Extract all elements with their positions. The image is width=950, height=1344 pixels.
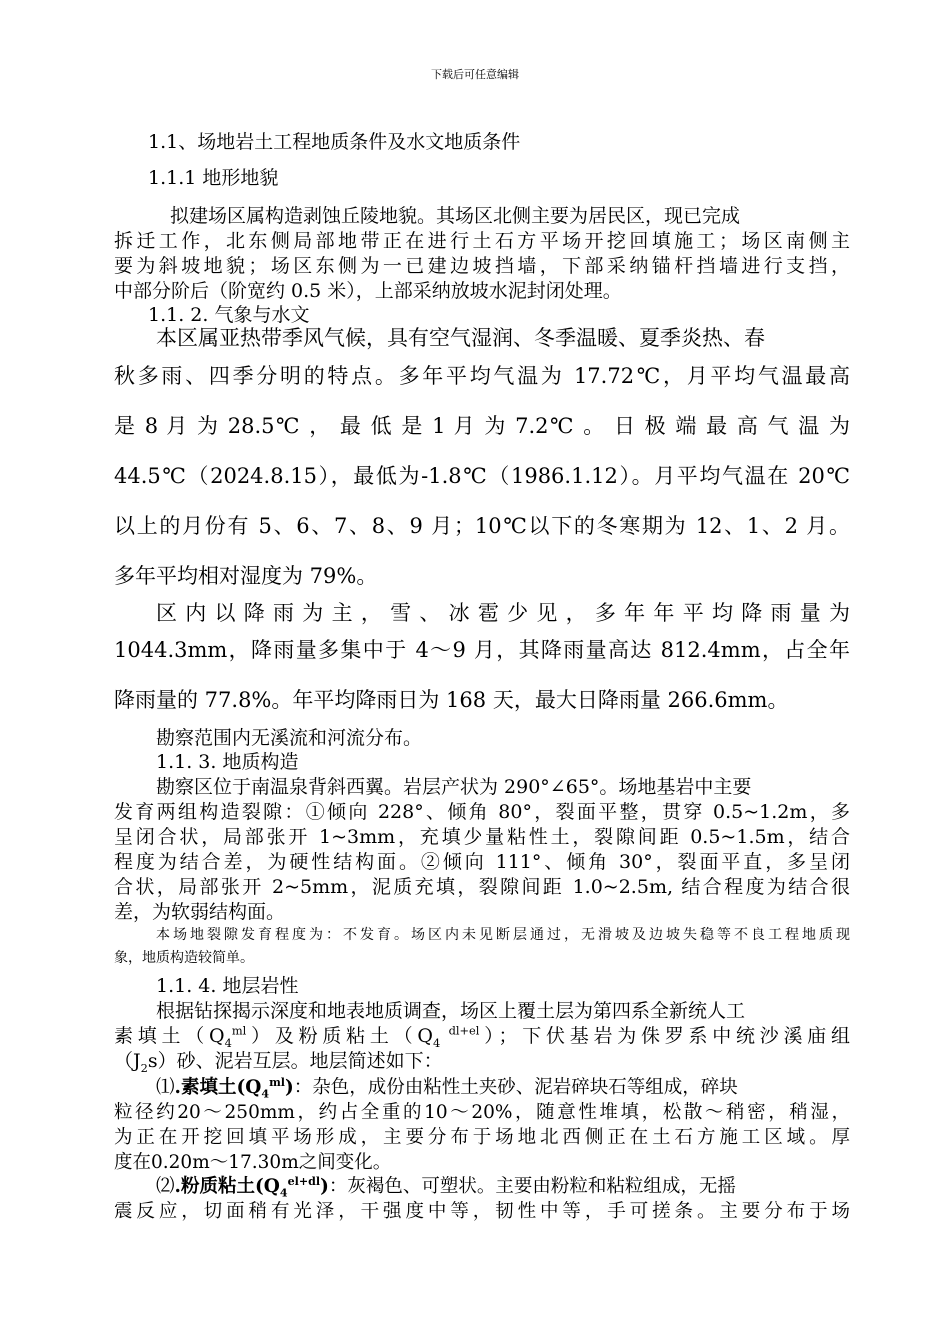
paragraph-fracture-note-line: 本场地裂隙发育程度为：不发育。场区内未见断层通过，无滑坡及边坡失稳等不良工程地质现 <box>156 927 850 943</box>
paragraph-landform-line: 要为斜坡地貌；场区东侧为一已建边坡挡墙，下部采纳锚杆挡墙进行支挡， <box>114 255 850 277</box>
paragraph-strata-line: 根据钻探揭示深度和地表地质调查，场区上覆土层为第四系全新统人工 <box>156 1000 746 1022</box>
paragraph-rainfall-line: 1044.3mm，降雨量多集中于 4～9 月，其降雨量高达 812.4mm，占全年 <box>114 638 850 662</box>
page-header: 下载后可任意编辑 <box>431 68 519 81</box>
paragraph-structure-line: 程度为结合差，为硬性结构面。②倾向 111°、倾角 30°，裂面平直，多呈闭 <box>114 851 850 873</box>
paragraph-climate-line: 秋多雨、四季分明的特点。多年平均气温为 17.72℃，月平均气温最高 <box>114 364 850 388</box>
paragraph-climate-line: 多年平均相对湿度为 79%。 <box>114 564 378 588</box>
stratum-fill-soil-line: 为正在开挖回填平场形成，主要分布于场地北西侧正在土石方施工区域。厚 <box>114 1127 850 1148</box>
paragraph-structure-line: 呈闭合状，局部张开 1~3mm，充填少量粘性土，裂隙间距 0.5~1.5m，结合 <box>114 826 850 848</box>
paragraph-rainfall-line: 降雨量的 77.8%。年平均降雨日为 168 天，最大日降雨量 266.6mm。 <box>114 688 789 712</box>
paragraph-climate-line: 44.5℃（2024.8.15），最低为-1.8℃（1986.1.12）。月平均气温在 20℃ <box>114 464 850 488</box>
section-heading-1-1: 1.1、场地岩土工程地质条件及水文地质条件 <box>148 131 521 153</box>
paragraph-landform-line: 拆迁工作，北东侧局部地带正在进行土石方平场开挖回填施工；场区南侧主 <box>114 230 850 252</box>
stratum-fill-soil-line: 粒径约20～250mm，约占全重的10～20%，随意性堆填，松散～稍密，稍湿， <box>114 1102 850 1123</box>
stratum-silty-clay-line: 震反应，切面稍有光泽，干强度中等，韧性中等，手可搓条。主要分布于场 <box>114 1201 850 1222</box>
paragraph-strata-line: $(J_2s)$砂、泥岩互层。地层简述如下： <box>114 1050 443 1075</box>
section-heading-1-1-2: 1.1. 2. 气象与水文 <box>148 304 310 326</box>
paragraph-fracture-note-line: 象，地质构造较简单。 <box>114 950 254 966</box>
paragraph-no-streams: 勘察范围内无溪流和河流分布。 <box>156 727 423 749</box>
section-heading-1-1-3: 1.1. 3. 地质构造 <box>156 751 299 773</box>
stratum-fill-soil-line: ⑴.素填土$(Q_4^{ml})$：杂色，成份由粘性土夹砂、泥岩碎块石等组成，碎块 <box>156 1075 738 1101</box>
paragraph-structure-line: 发育两组构造裂隙：①倾向 228°、倾角 80°，裂面平整，贯穿 0.5~1.2m，多 <box>114 801 850 823</box>
paragraph-climate-line: 本区属亚热带季风气候，具有空气湿润、冬季温暖、夏季炎热、春 <box>156 326 765 350</box>
paragraph-structure-line: 勘察区位于南温泉背斜西翼。岩层产状为 290°∠65°。场地基岩中主要 <box>156 776 752 798</box>
paragraph-structure-line: 合状，局部张开 2~5mm，泥质充填，裂隙间距 1.0~2.5m, 结合程度为结合很 <box>114 876 850 898</box>
paragraph-rainfall-line: 区 内 以 降 雨 为 主 ， 雪 、 冰 雹 少 见 ， 多 年 年 平 均 降 雨 量 为 <box>156 601 850 625</box>
stratum-fill-soil-line: 度在0.20m～17.30m之间变化。 <box>114 1152 392 1173</box>
paragraph-strata-line: 素填土$(Q_4^{ml})$及粉质粘土（$Q_4$ $^{dl+el}$）；下伏基岩为侏罗系中统沙溪庙组 <box>114 1023 851 1050</box>
paragraph-structure-line: 差，为软弱结构面。 <box>114 901 286 923</box>
paragraph-landform-line: 拟建场区属构造剥蚀丘陵地貌。其场区北侧主要为居民区，现已完成 <box>170 205 741 227</box>
paragraph-landform-line: 中部分阶后（阶宽约 0.5 米），上部采纳放坡水泥封闭处理。 <box>114 280 622 302</box>
paragraph-climate-line: 是 8 月 为 28.5℃ ， 最 低 是 1 月 为 7.2℃ 。 日 极 端 最 高 气 温 为 <box>114 414 850 438</box>
section-heading-1-1-4: 1.1. 4. 地层岩性 <box>156 975 299 997</box>
section-heading-1-1-1: 1.1.1 地形地貌 <box>148 167 279 189</box>
stratum-silty-clay-line: ⑵.粉质粘土$(Q_4^{el+dl})$：灰褐色、可塑状。主要由粉粒和粘粒组成，无摇 <box>156 1174 736 1200</box>
paragraph-climate-line: 以上的月份有 5、6、7、8、9 月；10℃以下的冬寒期为 12、1、2 月。 <box>114 514 850 538</box>
